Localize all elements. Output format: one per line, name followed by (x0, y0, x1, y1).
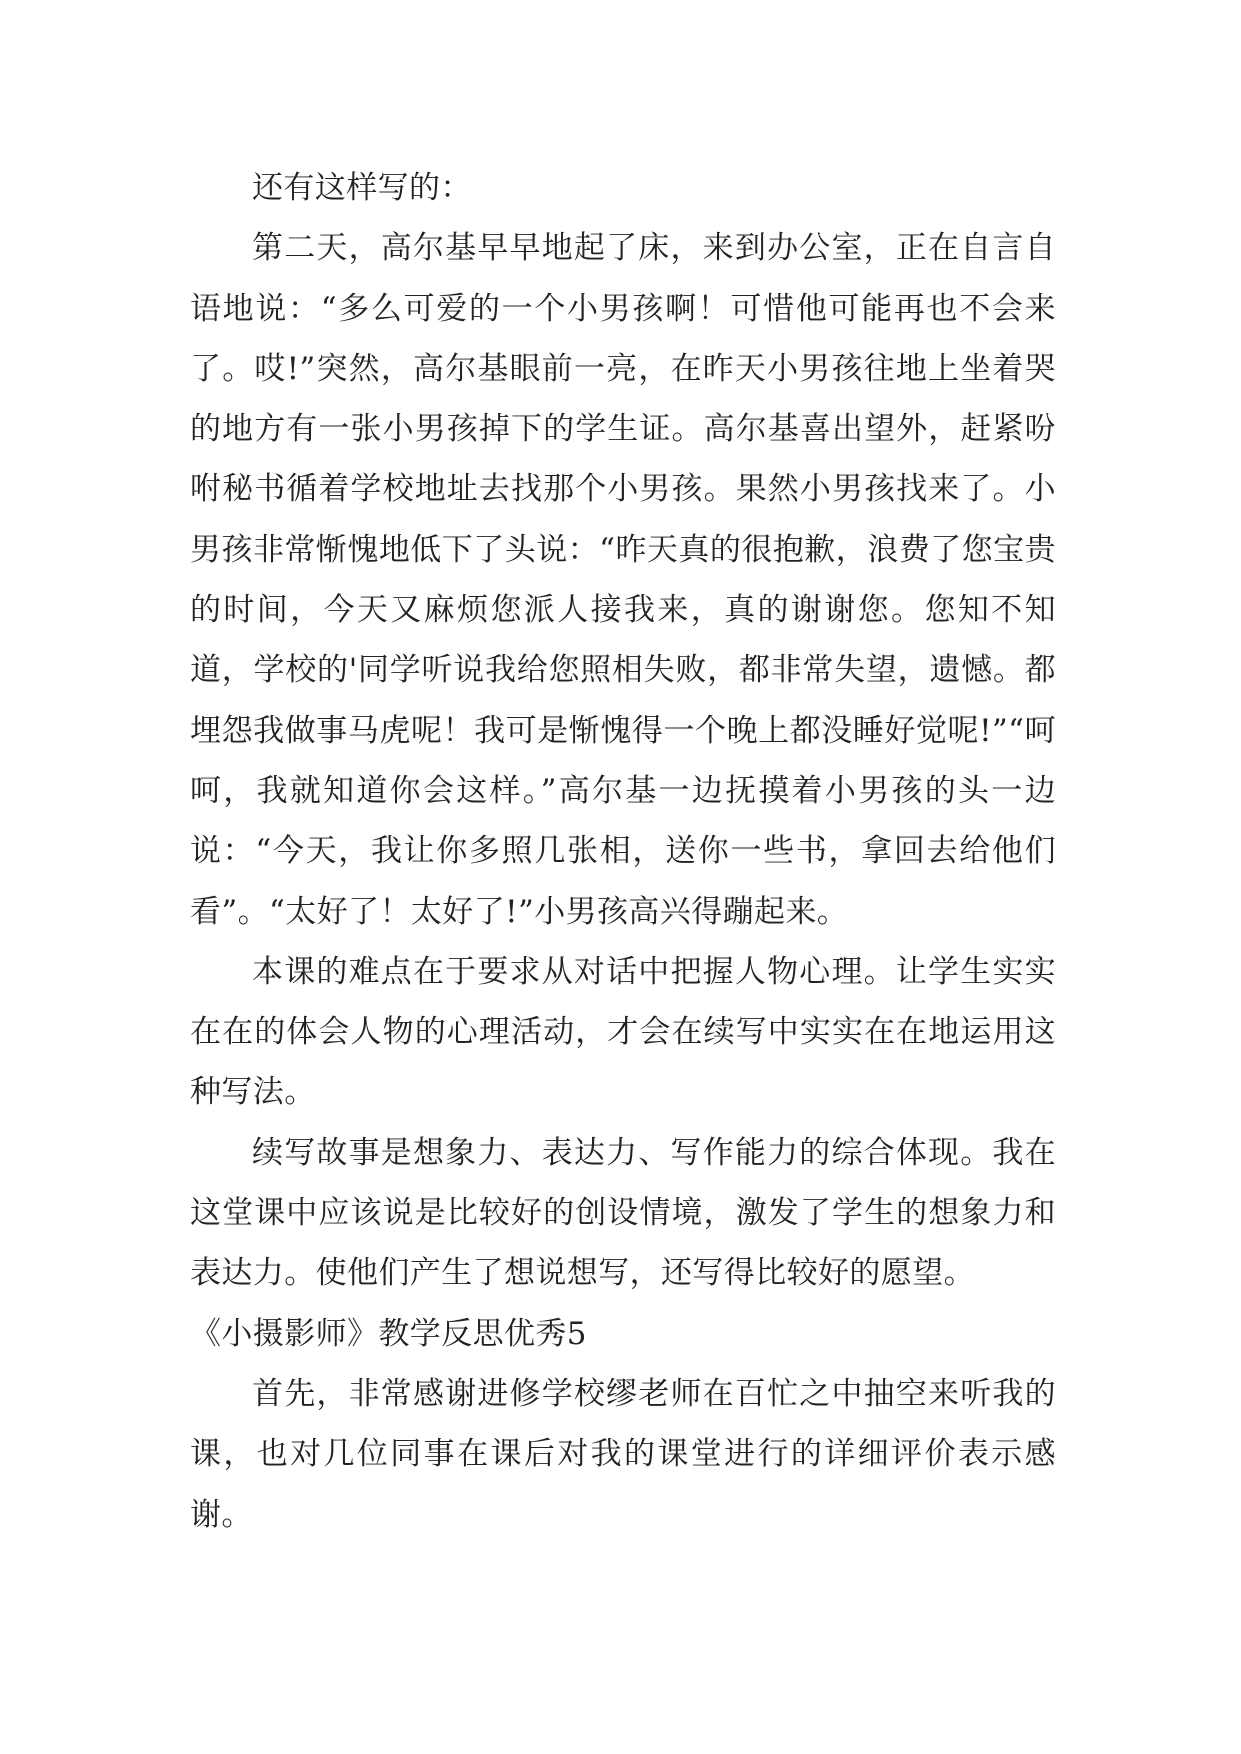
paragraph-difficulty: 本课的难点在于要求从对话中把握人物心理。让学生实实在在的体会人物的心理活动，才会在续写中实实在在地运用这种写法。 (190, 953, 1056, 1111)
paragraph-intro: 还有这样写的： (252, 170, 472, 206)
paragraph-thanks: 首先，非常感谢进修学校缪老师在百忙之中抽空来听我的课，也对几位同事在课后对我的课堂进行的详细评价表示感谢。 (190, 1375, 1056, 1533)
section-heading: 《小摄影师》教学反思优秀5 (190, 1315, 587, 1352)
document-body (190, 158, 1056, 1545)
paragraph-story: 第二天，高尔基早早地起了床，来到办公室，正在自言自语地说：“多么可爱的一个小男孩啊！可惜他可能再也不会来了。哎!”突然，高尔基眼前一亮，在昨天小男孩往地上坐着哭的地方有一张小男孩掉下的学生证。高尔基喜出望外，赶紧吩咐秘书循着学校地址去找那个小男孩。果然小男孩找来了。小男孩非常惭愧地低下了头说：“昨天真的很抱歉，浪费了您宝贵的时间，今天又麻烦您派人接我来，真的谢谢您。您知不知道，学校的'同学听说我给您照相失败，都非常失望，遗憾。都埋怨我做事马虎呢！我可是惭愧得一个晚上都没睡好觉呢!”“呵呵，我就知道你会这样。”高尔基一边抚摸着小男孩的头一边说：“今天，我让你多照几张相，送你一些书，拿回去给他们看”。“太好了！太好了!”小男孩高兴得蹦起来。 (190, 230, 1056, 930)
paragraph-summary: 续写故事是想象力、表达力、写作能力的综合体现。我在这堂课中应该说是比较好的创设情境，激发了学生的想象力和表达力。使他们产生了想说想写，还写得比较好的愿望。 (190, 1134, 1056, 1292)
